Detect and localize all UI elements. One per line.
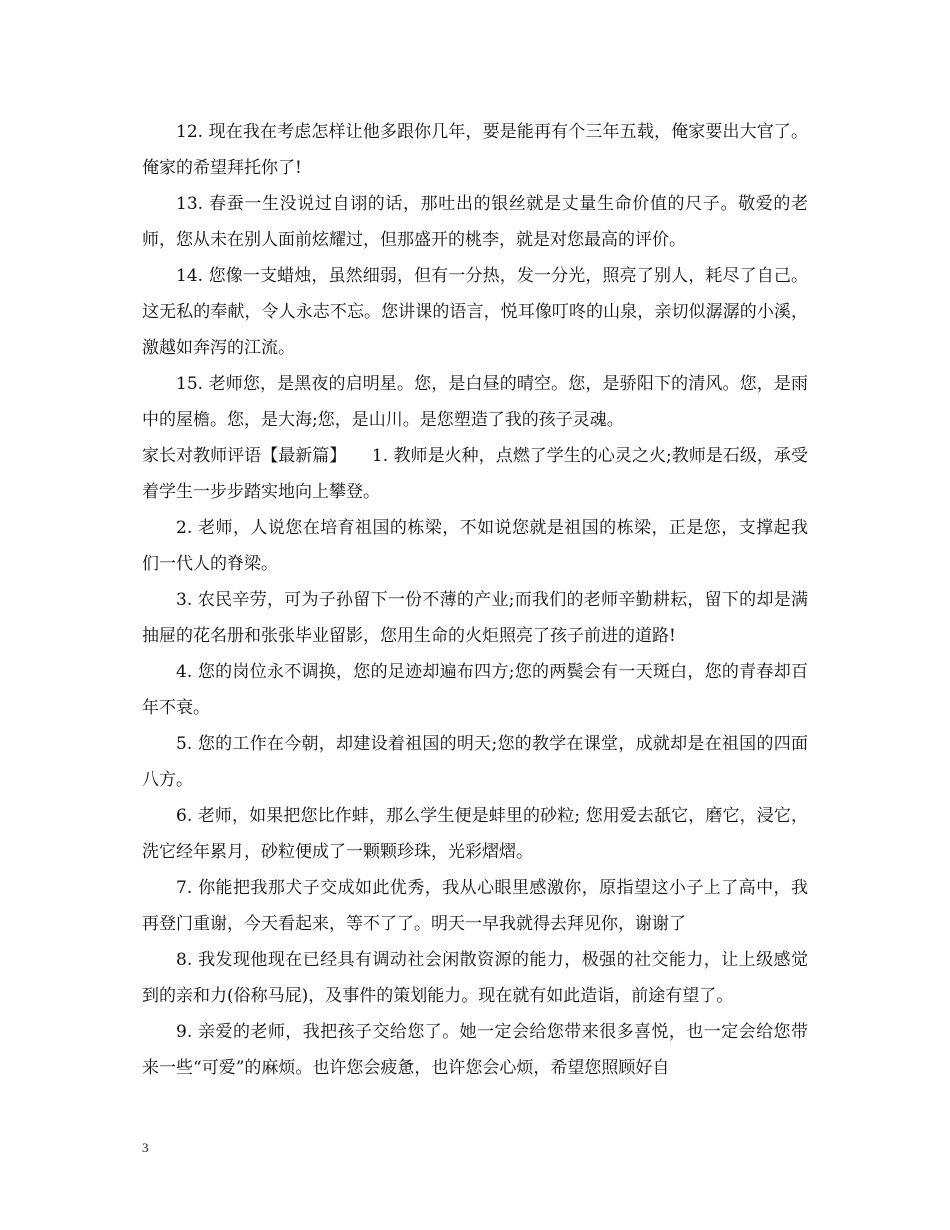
item-4: 4. 您的岗位永不调换，您的足迹却遍布四方;您的两鬓会有一天斑白，您的青春却百年不衰。 [142, 662, 808, 718]
section-heading: 家长对教师评语【最新篇】 [142, 446, 347, 466]
document-body [142, 114, 808, 1086]
item-8: 8. 我发现他现在已经具有调动社会闲散资源的能力，极强的社交能力，让上级感觉到的亲和力(俗称马屁)，及事件的策划能力。现在就有如此造诣，前途有望了。 [142, 950, 808, 1006]
item-9: 9. 亲爱的老师，我把孩子交给您了。她一定会给您带来很多喜悦，也一定会给您带来一些“可爱”的麻烦。也许您会疲惫，也许您会心烦，希望您照顾好自 [142, 1022, 808, 1078]
item-5: 5. 您的工作在今朝，却建设着祖国的明天;您的教学在课堂，成就却是在祖国的四面八方。 [142, 734, 808, 790]
paragraph-12: 12. 现在我在考虑怎样让他多跟你几年，要是能再有个三年五载，俺家要出大官了。俺家的希望拜托你了! [142, 122, 808, 178]
item-3: 3. 农民辛劳，可为子孙留下一份不薄的产业;而我们的老师辛勤耕耘，留下的却是满抽屉的花名册和张张毕业留影，您用生命的火炬照亮了孩子前进的道路! [142, 590, 808, 646]
section-paragraph [142, 438, 808, 510]
paragraph-13: 13. 春蚕一生没说过自诩的话，那吐出的银丝就是丈量生命价值的尺子。敬爱的老师，您从未在别人面前炫耀过，但那盛开的桃李，就是对您最高的评价。 [142, 194, 808, 250]
section-first-item: 1. 教师是火种，点燃了学生的心灵之火;教师是石级，承受着学生一步步踏实地向上攀登。 [142, 446, 808, 502]
page-number: 3 [142, 1140, 149, 1155]
item-2: 2. 老师，人说您在培育祖国的栋梁，不如说您就是祖国的栋梁，正是您，支撑起我们一代人的脊梁。 [142, 518, 808, 574]
paragraph-15: 15. 老师您，是黑夜的启明星。您，是白昼的晴空。您，是骄阳下的清风。您，是雨中的屋檐。您，是大海;您，是山川。是您塑造了我的孩子灵魂。 [142, 374, 808, 430]
item-7: 7. 你能把我那犬子交成如此优秀，我从心眼里感激你，原指望这小子上了高中，我再登门重谢，今天看起来，等不了了。明天一早我就得去拜见你，谢谢了 [142, 878, 808, 934]
paragraph-14: 14. 您像一支蜡烛，虽然细弱，但有一分热，发一分光，照亮了别人，耗尽了自己。这无私的奉献，令人永志不忘。您讲课的语言，悦耳像叮咚的山泉，亲切似潺潺的小溪，激越如奔泻的江流。 [142, 266, 808, 358]
item-6: 6. 老师，如果把您比作蚌，那么学生便是蚌里的砂粒; 您用爱去舐它，磨它，浸它，洗它经年累月，砂粒便成了一颗颗珍珠，光彩熠熠。 [142, 806, 808, 862]
section-gap [346, 446, 372, 466]
